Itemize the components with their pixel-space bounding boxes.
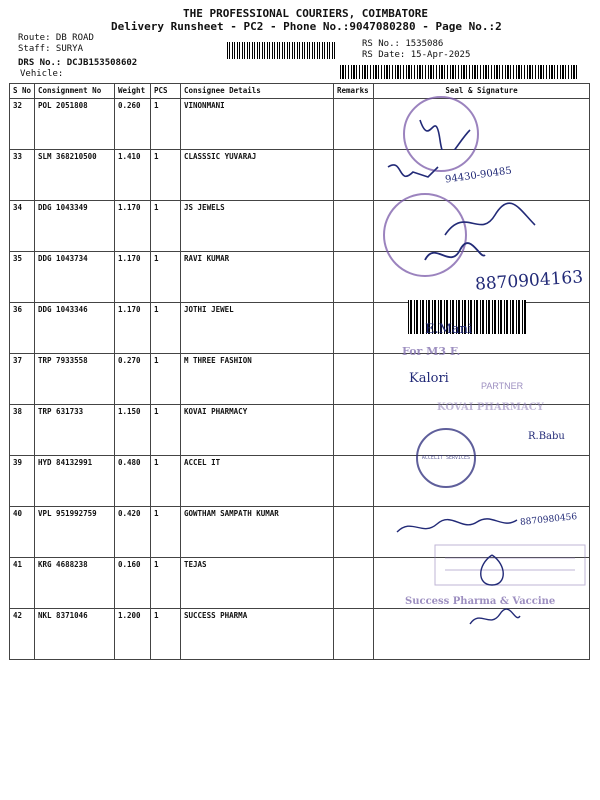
cell-remarks xyxy=(334,99,374,150)
cell-consignment: TRP 7933558 xyxy=(35,354,115,405)
cell-pcs: 1 xyxy=(151,201,181,252)
signature-41 xyxy=(472,550,512,590)
cell-consignment: DDG 1043349 xyxy=(35,201,115,252)
cell-consignment: DDG 1043734 xyxy=(35,252,115,303)
cell-consignment: TRP 631733 xyxy=(35,405,115,456)
cell-consignee: JOTHI JEWEL xyxy=(181,303,334,354)
col-pcs: PCS xyxy=(151,84,181,99)
handwritten-name-37: E.Mani xyxy=(425,322,473,337)
cell-sno: 42 xyxy=(10,609,35,660)
stamp-kovai-pharmacy: KOVAI PHARMACY xyxy=(437,402,544,413)
table-header-row xyxy=(10,84,590,99)
handwritten-note-40: 8870980456 xyxy=(519,512,578,528)
vehicle-label: Vehicle: xyxy=(20,69,64,79)
cell-sno: 35 xyxy=(10,252,35,303)
cell-remarks xyxy=(334,303,374,354)
cell-pcs: 1 xyxy=(151,456,181,507)
cell-sno: 37 xyxy=(10,354,35,405)
drs-number: DRS No.: DCJB153508602 xyxy=(18,58,138,68)
col-sno: S No xyxy=(10,84,35,99)
cell-weight: 0.420 xyxy=(115,507,151,558)
cell-sno: 34 xyxy=(10,201,35,252)
cell-consignee: VINONMANI xyxy=(181,99,334,150)
signature-34 xyxy=(440,200,540,245)
col-remarks: Remarks xyxy=(334,84,374,99)
cell-sno: 38 xyxy=(10,405,35,456)
cell-weight: 1.150 xyxy=(115,405,151,456)
cell-consignment: KRG 4688238 xyxy=(35,558,115,609)
signature-40 xyxy=(392,512,522,542)
barcode-rs xyxy=(340,65,578,79)
stamp-success-pharma: Success Pharma & Vaccine xyxy=(405,596,556,607)
cell-remarks xyxy=(334,252,374,303)
cell-remarks xyxy=(334,354,374,405)
stamp-partner-38: PARTNER xyxy=(481,381,524,391)
col-consignee: Consignee Details xyxy=(181,84,334,99)
cell-weight: 0.270 xyxy=(115,354,151,405)
cell-consignment: SLM 368210500 xyxy=(35,150,115,201)
cell-consignment: VPL 951992759 xyxy=(35,507,115,558)
cell-remarks xyxy=(334,609,374,660)
cell-weight: 1.170 xyxy=(115,303,151,354)
cell-pcs: 1 xyxy=(151,99,181,150)
accelit-seal-text: ACCELIT SERVICES xyxy=(421,455,471,461)
cell-consignee: TEJAS xyxy=(181,558,334,609)
table-row xyxy=(10,354,590,405)
route-label: Route: DB ROAD xyxy=(18,33,94,43)
cell-weight: 1.170 xyxy=(115,252,151,303)
table-row xyxy=(10,456,590,507)
handwritten-mobile-35: 8870904163 xyxy=(474,267,584,295)
cell-weight: 1.410 xyxy=(115,150,151,201)
cell-pcs: 1 xyxy=(151,507,181,558)
cell-remarks xyxy=(334,150,374,201)
cell-signature xyxy=(374,354,590,405)
cell-remarks xyxy=(334,405,374,456)
staff-label: Staff: SURYA xyxy=(18,44,84,54)
cell-consignee: M THREE FASHION xyxy=(181,354,334,405)
cell-remarks xyxy=(334,558,374,609)
cell-sno: 39 xyxy=(10,456,35,507)
cell-consignee: KOVAI PHARMACY xyxy=(181,405,334,456)
col-weight: Weight xyxy=(115,84,151,99)
signature-32 xyxy=(415,110,475,150)
cell-consignee: ACCEL IT xyxy=(181,456,334,507)
cell-consignment: NKL 8371046 xyxy=(35,609,115,660)
signature-33 xyxy=(383,152,463,192)
cell-pcs: 1 xyxy=(151,558,181,609)
cell-consignment: DDG 1043346 xyxy=(35,303,115,354)
col-consignment: Consignment No xyxy=(35,84,115,99)
cell-sno: 41 xyxy=(10,558,35,609)
cell-consignee: SUCCESS PHARMA xyxy=(181,609,334,660)
accelit-seal-stamp xyxy=(416,428,476,488)
cell-weight: 0.480 xyxy=(115,456,151,507)
rs-number: RS No.: 1535086 xyxy=(362,39,444,49)
cell-sno: 33 xyxy=(10,150,35,201)
stamp-text-37: For M3 F. xyxy=(402,345,461,358)
cell-pcs: 1 xyxy=(151,252,181,303)
cell-weight: 0.260 xyxy=(115,99,151,150)
cell-weight: 1.200 xyxy=(115,609,151,660)
cell-consignee: JS JEWELS xyxy=(181,201,334,252)
cell-pcs: 1 xyxy=(151,150,181,201)
barcode-drs xyxy=(227,42,335,59)
cell-pcs: 1 xyxy=(151,303,181,354)
cell-weight: 1.170 xyxy=(115,201,151,252)
handwritten-phone-33: 94430-90485 xyxy=(444,165,513,186)
cell-sno: 40 xyxy=(10,507,35,558)
cell-consignee: GOWTHAM SAMPATH KUMAR xyxy=(181,507,334,558)
table-row xyxy=(10,99,590,150)
cell-remarks xyxy=(334,507,374,558)
signature-38: Kalori xyxy=(409,371,449,386)
signature-39: R.Babu xyxy=(528,431,565,442)
col-seal-signature: Seal & Signature xyxy=(374,84,590,99)
cell-remarks xyxy=(334,456,374,507)
cell-pcs: 1 xyxy=(151,405,181,456)
cell-consignee: CLASSSIC YUVARAJ xyxy=(181,150,334,201)
rs-date: RS Date: 15-Apr-2025 xyxy=(362,50,471,60)
cell-weight: 0.160 xyxy=(115,558,151,609)
company-name: THE PROFESSIONAL COURIERS, COIMBATORE xyxy=(183,7,429,20)
cell-signature xyxy=(374,456,590,507)
cell-remarks xyxy=(334,201,374,252)
cell-sno: 32 xyxy=(10,99,35,150)
cell-pcs: 1 xyxy=(151,354,181,405)
cell-consignment: HYD 84132991 xyxy=(35,456,115,507)
runsheet-title: Delivery Runsheet - PC2 - Phone No.:9047080280 - Page No.:2 xyxy=(111,20,502,33)
signature-42 xyxy=(465,604,525,634)
cell-consignee: RAVI KUMAR xyxy=(181,252,334,303)
signature-35 xyxy=(420,240,490,270)
cell-sno: 36 xyxy=(10,303,35,354)
cell-pcs: 1 xyxy=(151,609,181,660)
cell-consignment: POL 2051808 xyxy=(35,99,115,150)
